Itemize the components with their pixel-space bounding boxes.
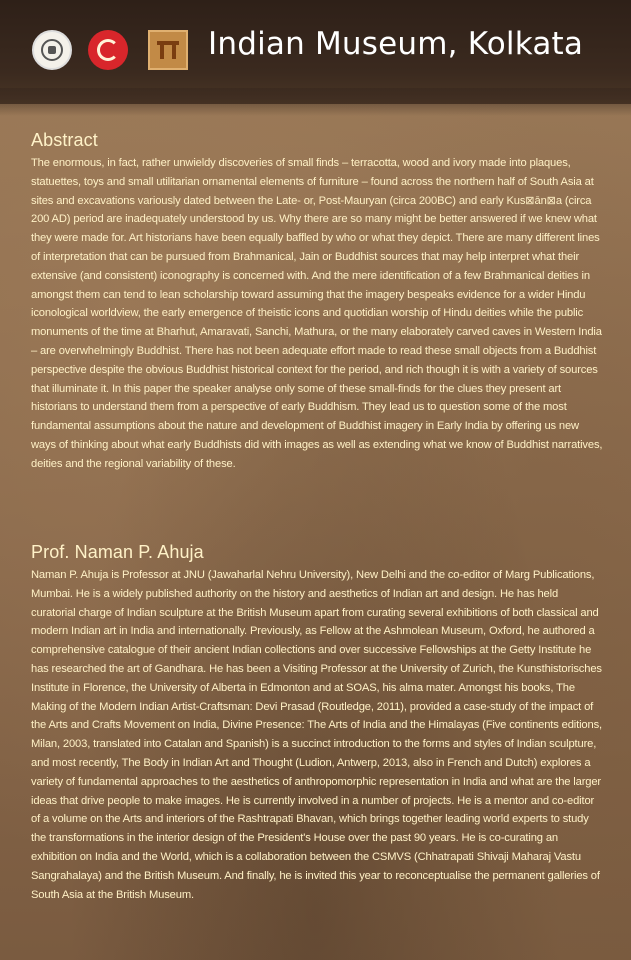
bio-section — [31, 542, 603, 904]
page-title: Indian Museum, Kolkata — [208, 26, 584, 62]
bio-text: Naman P. Ahuja is Professor at JNU (Jawaharlal Nehru University), New Delhi and the co-editor of Marg Publications, Mumbai. He is a widely published authority on the history and aesthetics of Indian art and design. He has held curatorial charge of Indian sculpture at the British Museum apart from curating several exhibitions of both classical and modern Indian art in India and internationally. Previously, as Fellow at the Ashmolean Museum, Oxford, he authored a comprehensive catalogue of their ancient Indian collections and over successive Fellowships at the Getty Institute he has researched the art of Gandhara. He has been a Visiting Professor at the University of Zurich, the Kunsthistorisches Institute in Florence, the University of Alberta in Edmonton and at SOAS, his alma mater. Amongst his books, The Making of the Modern Indian Artist-Craftsman: Devi Prasad (Routledge, 2011), provided a case-study of the impact of the Arts and Crafts Movement on India, Divine Presence: The Arts of India and the Himalayas (Five continents editions, Milan, 2003, translated into Catalan and Spanish) is a succinct introduction to the forms and styles of Indian sculpture, and most recently, The Body in Indian Art and Thought (Ludion, Antwerp, 2013, also in French and Dutch) explores a variety of fundamental approaches to the aesthetics of anthropomorphic representation in India and what are the larger ideas that drive people to make images. He is currently involved in a number of projects. He is a mentor and co-editor of a volume on the Arts and interiors of the Rashtrapati Bhavan, which brings together leading world experts to study the transformations in the interior design of the President's House over the past 90 years. He is co-curating an exhibition on India and the World, which is a collaboration between the CSMVS (Chhatrapati Shivaji Maharaj Vastu Sangrahalaya) and the British Museum. And finally, he is invited this year to reconceptualise the permanent galleries of South Asia at the British Museum. — [31, 569, 602, 901]
abstract-section — [31, 130, 603, 474]
abstract-heading: Abstract — [31, 130, 98, 150]
bio-heading: Prof. Naman P. Ahuja — [31, 542, 204, 562]
abstract-text: The enormous, in fact, rather unwieldy discoveries of small finds – terracotta, wood and ivory made into plaques, statuettes, toys and small utilitarian ornamental elements of furniture – found across the northern half of South Asia at sites and excavations variously dated between the Late- or, Post-Mauryan (circa 200BC) and early Kus⊠ān⊠a (circa 200 AD) period are inadequately understood by us. Why there are so many might be better answered if we knew what they were made for. Art historians have been equally baffled by who or what they depict. There are many different lines of interpretation that can be pursued from Brahmanical, Jain or Buddhist sources that may help interpret what their extensive (and consistent) iconography is concerned with. And the mere identification of a few Brahmanical deities in amongst them can tend to lean scholarship toward assuming that the imagery bespeaks evidence for a wider Hindu iconological worldview, the early emergence of theistic icons and quotidian worship of Hindu deities while the public monuments of the time at Bharhut, Amaravati, Sanchi, Mathura, or the many elaborately carved caves in Western India – are overwhelmingly Buddhist. There has not been adequate effort made to read these small objects from a Buddhist perspective despite the obvious Buddhist historical context for the period, and rich though it is with a variety of sources that illuminate it. In this paper the speaker analyse only some of these small-finds for the clues they present art historians to understand them from a perspective of early Buddhism. They lead us to question some of the most fundamental assumptions about the nature and development of Buddhist imagery in Early India by offering us new ways of thinking about what early Buddhists did with images as well as extending what we know of Buddhist narratives, deities and the regional variability of these. — [31, 157, 603, 470]
ministry-of-culture-icon — [88, 30, 128, 70]
header-edge — [0, 88, 631, 116]
national-emblem-icon — [32, 30, 72, 70]
indian-museum-logo-icon — [148, 30, 188, 70]
